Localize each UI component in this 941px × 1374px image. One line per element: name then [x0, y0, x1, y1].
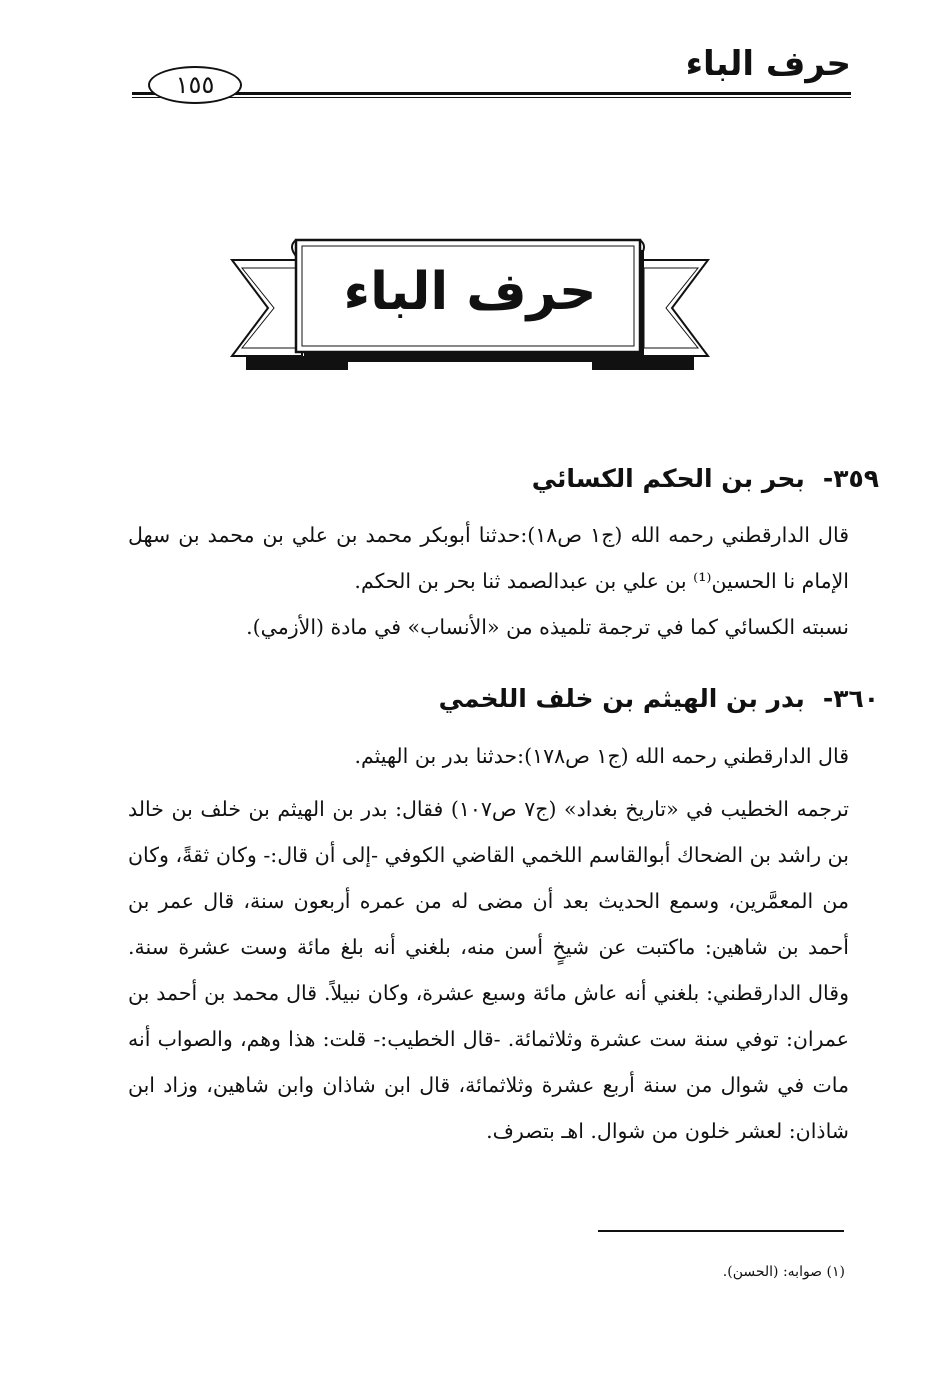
entry-heading — [532, 464, 879, 493]
header-rule — [132, 92, 851, 95]
entry-heading — [439, 684, 879, 713]
entry-paragraph: قال الدارقطني رحمه الله (ج١ ص١٧٨):حدثنا بدر بن الهيثم. — [354, 744, 849, 768]
page-number: ١٥٥ — [148, 66, 242, 104]
entry-paragraph: ترجمه الخطيب في «تاريخ بغداد» (ج٧ ص١٠٧) فقال: بدر بن الهيثم بن خلف بن خالد بن راشد بن الضحاك أبوالقاسم اللخمي القاضي الكوفي -إلى أن قال:- وكان ثقةً، وكان من المعمَّرين، وسمع الحديث بعد أن مضى له من عمره أربعون سنة، قال عمر بن أحمد بن شاهين: ماكتبت عن شيخٍ أسن منه، بلغني أنه بلغ مائة وست عشرة سنة. وقال الدارقطني: بلغني أنه عاش مائة وسبع عشرة، وكان نبيلاً. قال محمد بن أحمد بن عمران: توفي سنة ست عشرة وثلاثمائة. -قال الخطيب:- قلت: هذا وهم، والصواب أنه مات في شوال من سنة أربع عشرة وثلاثمائة، قال ابن شاذان وابن شاهين، وزاد ابن شاذان: لعشر خلون من شوال. اهـ بتصرف. — [128, 797, 849, 1143]
header-rule-thin — [132, 97, 851, 98]
footnote-rule — [598, 1230, 844, 1232]
chapter-title: حرف الباء — [343, 262, 597, 322]
chapter-banner — [228, 232, 712, 382]
entry-number: ٣٦٠- — [822, 684, 879, 713]
entry-paragraph: قال الدارقطني رحمه الله (ج١ ص١٨):حدثنا أبوبكر محمد بن علي بن محمد بن سهل الإمام نا الحسين⁽¹⁾ بن علي بن عبدالصمد ثنا بحر بن الحكم. — [128, 523, 849, 593]
entry-paragraph: نسبته الكسائي كما في ترجمة تلميذه من «الأنساب» في مادة (الأزمي). — [246, 615, 849, 639]
entry-name: بدر بن الهيثم بن خلف اللخمي — [438, 684, 805, 713]
footnote: (١) صوابه: (الحسن). — [722, 1264, 845, 1280]
running-header-title: حرف الباء — [685, 44, 851, 84]
entry-number: ٣٥٩- — [822, 464, 879, 493]
entry-name: بحر بن الحكم الكسائي — [531, 464, 805, 493]
